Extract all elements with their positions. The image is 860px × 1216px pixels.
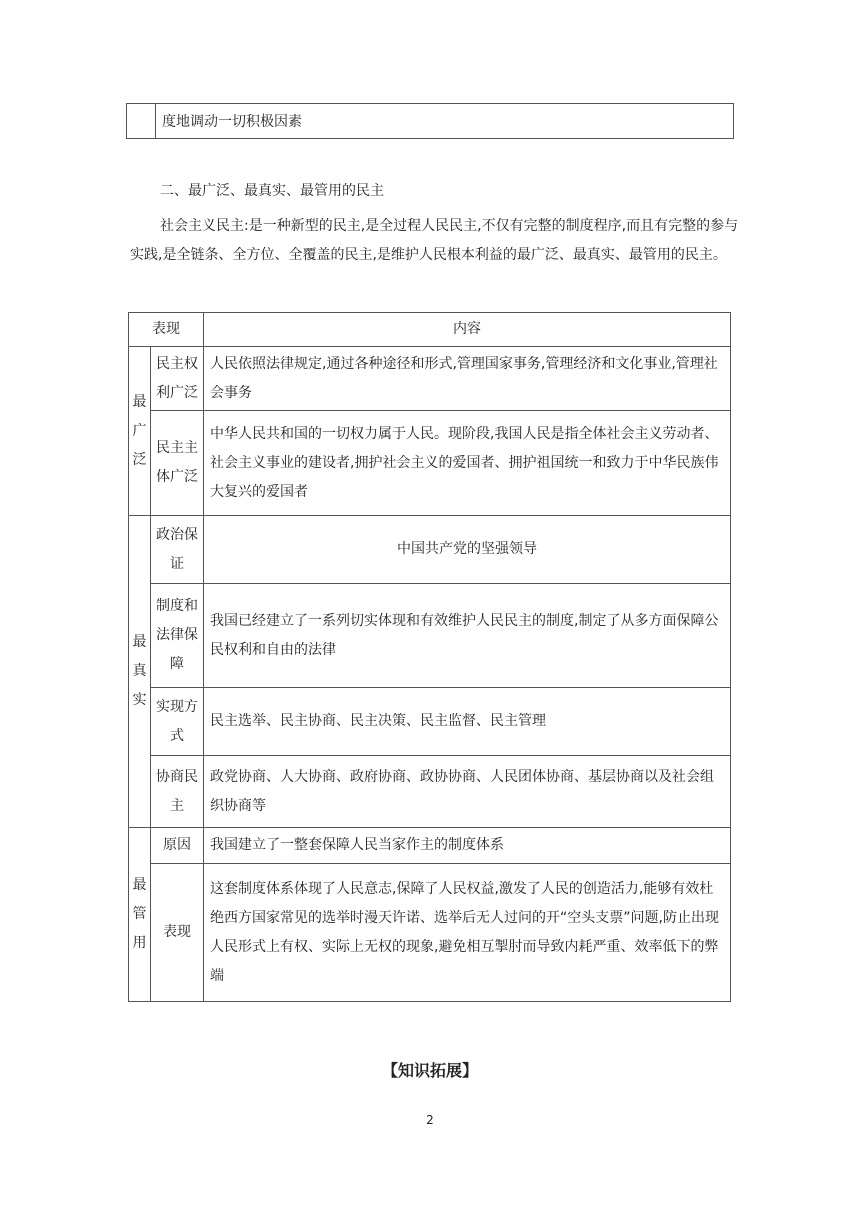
row-content: 这套制度体系体现了人民意志,保障了人民权益,激发了人民的创造活力,能够有效杜绝西方国家常见的选举时漫天许诺、选举后无人过问的开“空头支票”问题,防止出现人民形式上有权、实际上无权的现象,避免相互掣肘而导致内耗严重、效率低下的弊端 <box>204 864 731 1002</box>
row-label: 政治保证 <box>151 516 204 584</box>
row-label: 民主权利广泛 <box>151 347 204 411</box>
header-col1: 表现 <box>129 313 204 347</box>
table-row <box>129 516 731 584</box>
row-label: 表现 <box>151 864 204 1002</box>
section-title: 二、最广泛、最真实、最管用的民主 <box>160 183 384 199</box>
table-header-row <box>129 313 731 347</box>
row-content: 政党协商、人大协商、政府协商、政协协商、人民团体协商、基层协商以及社会组织协商等 <box>204 756 731 828</box>
row-content: 人民依照法律规定,通过各种途径和形式,管理国家事务,管理经济和文化事业,管理社会事务 <box>204 347 731 411</box>
table-row <box>129 756 731 828</box>
category-cell: 最广泛 <box>129 347 151 516</box>
democracy-table <box>128 312 731 1002</box>
row-label: 制度和法律保障 <box>151 584 204 688</box>
row-label: 民主主体广泛 <box>151 411 204 516</box>
row-content: 中华人民共和国的一切权力属于人民。现阶段,我国人民是指全体社会主义劳动者、社会主义事业的建设者,拥护社会主义的爱国者、拥护祖国统一和致力于中华民族伟大复兴的爱国者 <box>204 411 731 516</box>
table-row <box>129 347 731 411</box>
category-cell: 最管用 <box>129 828 151 1002</box>
category-cell: 最真实 <box>129 516 151 828</box>
header-col2: 内容 <box>204 313 731 347</box>
table-row <box>129 688 731 756</box>
table-row <box>129 828 731 864</box>
row-label: 协商民主 <box>151 756 204 828</box>
empty-cell <box>127 104 156 139</box>
knowledge-extension-heading: 【知识拓展】 <box>381 1061 478 1080</box>
row-label: 实现方式 <box>151 688 204 756</box>
row-label: 原因 <box>151 828 204 864</box>
row-content: 中国共产党的坚强领导 <box>204 516 731 584</box>
continued-table-row <box>126 103 734 139</box>
section-paragraph <box>130 212 740 270</box>
table-row <box>129 864 731 1002</box>
table-row <box>129 411 731 516</box>
row-content: 我国建立了一整套保障人民当家作主的制度体系 <box>204 828 731 864</box>
paragraph-text: 社会主义民主:是一种新型的民主,是全过程人民民主,不仅有完整的制度程序,而且有完整的参与实践,是全链条、全方位、全覆盖的民主,是维护人民根本利益的最广泛、最真实、最管用的民主。 <box>130 218 739 263</box>
row-content: 民主选举、民主协商、民主决策、民主监督、民主管理 <box>204 688 731 756</box>
continued-cell-text: 度地调动一切积极因素 <box>156 104 734 139</box>
row-content: 我国已经建立了一系列切实体现和有效维护人民民主的制度,制定了从多方面保障公民权利和自由的法律 <box>204 584 731 688</box>
table-row <box>129 584 731 688</box>
page-number: 2 <box>426 1113 434 1127</box>
